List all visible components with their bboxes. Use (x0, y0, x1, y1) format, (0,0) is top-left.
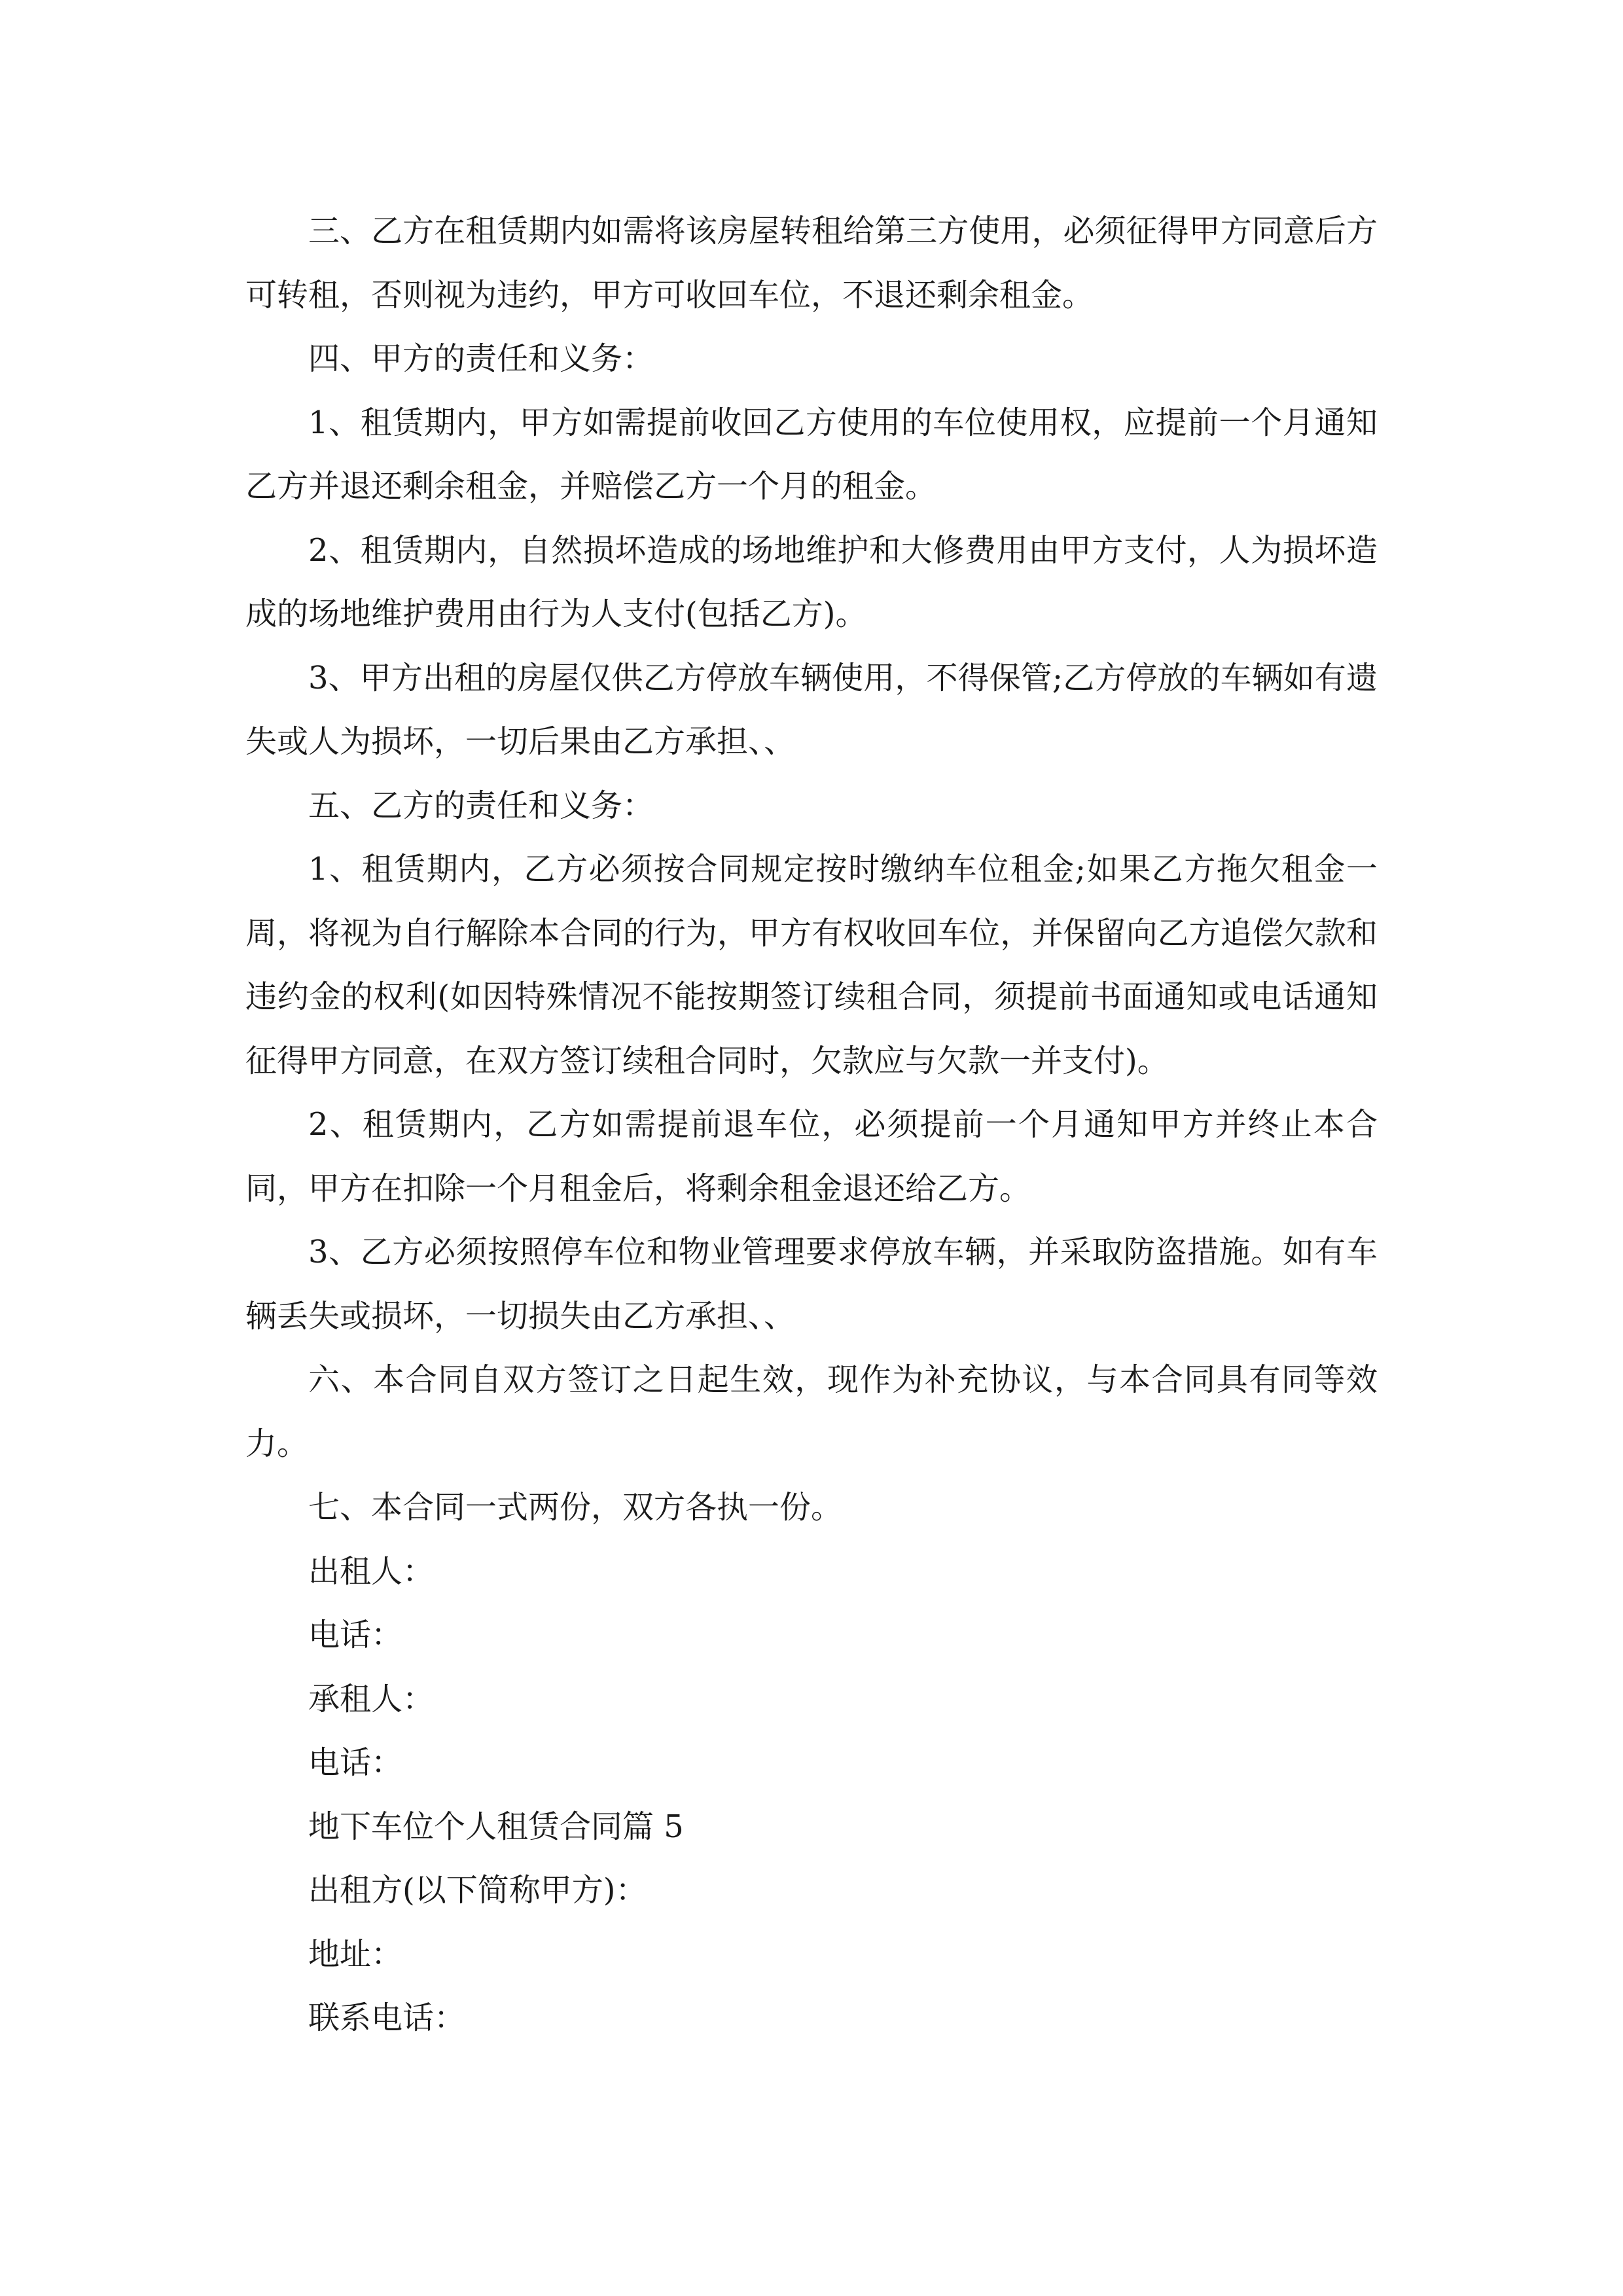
lessee-phone-line: 电话： (308, 1744, 403, 1781)
clause-copies: 七、本合同一式两份，双方各执一份。 (308, 1489, 843, 1526)
party-a-clause-2: 2、租赁期内，自然损坏造成的场地维护和大修费用由甲方支付，人为损坏造成的场地维护费用由行为人支付(包括乙方)。 (245, 531, 1378, 632)
section-heading-party-a-duties: 四、甲方的责任和义务： (308, 340, 654, 377)
clause-sublet: 三、乙方在租赁期内如需将该房屋转租给第三方使用，必须征得甲方同意后方可转租，否则视为违约，甲方可收回车位，不退还剩余租金。 (245, 213, 1378, 314)
address-line: 地址： (308, 1935, 403, 1973)
document-body (245, 200, 1378, 2051)
party-b-clause-3: 3、乙方必须按照停车位和物业管理要求停放车辆，并采取防盗措施。如有车辆丢失或损坏，一切损失由乙方承担、、 (245, 1234, 1378, 1335)
lessor-party-line: 出租方(以下简称甲方)： (308, 1872, 647, 1909)
clause-effective: 六、本合同自双方签订之日起生效，现作为补充协议，与本合同具有同等效力。 (245, 1361, 1378, 1462)
party-b-clause-2: 2、租赁期内，乙方如需提前退车位，必须提前一个月通知甲方并终止本合同，甲方在扣除一个月租金后，将剩余租金退还给乙方。 (245, 1106, 1378, 1207)
lessee-signature-line: 承租人： (308, 1680, 435, 1717)
party-b-clause-1: 1、租赁期内，乙方必须按合同规定按时缴纳车位租金;如果乙方拖欠租金一周，将视为自行解除本合同的行为，甲方有权收回车位，并保留向乙方追偿欠款和违约金的权利(如因特殊情况不能按期签订续租合同，须提前书面通知或电话通知征得甲方同意，在双方签订续租合同时，欠款应与欠款一并支付)。 (245, 851, 1378, 1079)
party-a-clause-3: 3、甲方出租的房屋仅供乙方停放车辆使用，不得保管;乙方停放的车辆如有遗失或人为损坏，一切后果由乙方承担、、 (245, 659, 1378, 760)
contact-phone-line: 联系电话： (308, 2000, 466, 2036)
contract-title: 地下车位个人租赁合同篇 5 (308, 1808, 684, 1845)
party-a-clause-1: 1、租赁期内，甲方如需提前收回乙方使用的车位使用权，应提前一个月通知乙方并退还剩余租金，并赔偿乙方一个月的租金。 (245, 404, 1378, 505)
lessor-phone-line: 电话： (308, 1617, 403, 1653)
section-heading-party-b-duties: 五、乙方的责任和义务： (308, 787, 654, 824)
lessor-signature-line: 出租人： (308, 1552, 435, 1590)
